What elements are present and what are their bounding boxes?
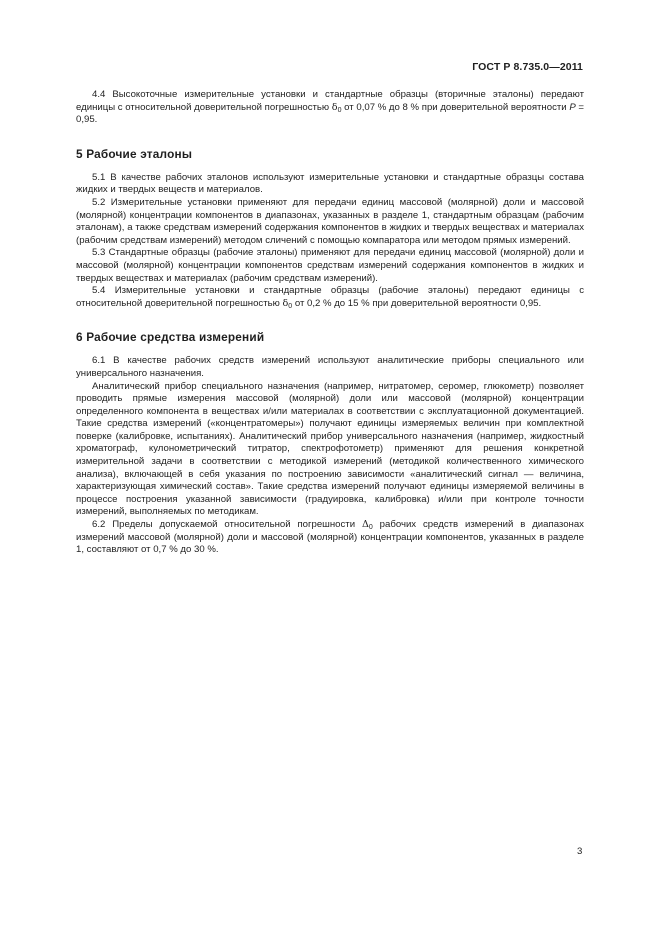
subscript: 0 [337,106,342,114]
section-6-heading: 6 Рабочие средства измерений [76,330,265,345]
paragraph-5-4 [76,285,584,310]
paragraph-6-2 [76,519,584,557]
paragraph-5-3: 5.3 Стандартные образцы (рабочие эталоны) применяют для передачи единиц массовой (молярной) доли и массовой (молярной) концентрации компонентов средствам измерений содержания компонентов в жидких и твердых веществах и материалах (рабочим средствам измерений). [76,247,584,284]
paragraph-4-4 [76,89,584,127]
delta-symbol: δ [282,297,289,309]
document-body [76,89,584,557]
text-run: рабочих средств измерений в диапазонах измерений массовой (молярной) доли и массовой (молярной) концентрации компонентов, указанных в разделе 1, составляют от 0,7 % до 30 %. [76,519,584,556]
text-run: 6.2 Пределы допускаемой относительной погрешности [92,519,362,531]
document-header: ГОСТ Р 8.735.0—2011 [472,61,583,73]
text-run: = 0,95. [76,101,585,126]
subscript: 0 [288,302,293,310]
page-number: 3 [577,846,583,857]
text-run: 5.4 Измерительные установки и стандартные образцы (рабочие эталоны) передают единицы с относительной доверительной погрешностью [76,285,584,309]
capital-delta-symbol: Δ [361,519,369,531]
paragraph-5-1: 5.1 В качестве рабочих эталонов используют измерительные установки и стандартные образцы состава жидких и твердых веществ и материалов. [76,171,584,196]
text-run: 4.4 Высокоточные измерительные установки и стандартные образцы (вторичные эталоны) передают единицы с относительной доверительной погрешностью [76,89,584,113]
paragraph-6-1-continued: Аналитический прибор специального назначения (например, нитратомер, серомер, глюкометр) позволяет проводить прямые измерения массовой (молярной) доли или массовой (молярной) концентрации определенного компонента в веществах и/или материалах в соответствии с эксплуатационной документацией. Такие средства измерений («концентратомеры») получают единицы измеряемых величин при комплектной поверке (калибровке, испытаниях). Аналитический прибор универсального назначения (например, жидкостный хроматограф, кулонометрический титратор, спектрофотометр) применяют для решения конкретной измерительной задачи в соответствии с методикой измерений (методикой количественного химического анализа), включающей в себя указания по построению зависимости «аналитический сигнал — величина, характеризующая химический состав». Такие средства измерений получают единицы измеряемой величины в процессе построения указанной зависимости (градуировка, калибровка) и/или при контроле точности измерений, выполняемых по методикам. [76,380,584,518]
section-5-heading: 5 Рабочие эталоны [76,146,193,161]
delta-symbol: δ [331,101,338,113]
text-run: от 0,2 % до 15 % при доверительной вероятности 0,95. [292,297,542,309]
variable-p: P [569,101,576,113]
text-run: от 0,07 % до 8 % при доверительной вероятности [341,101,570,113]
subscript: 0 [368,524,373,532]
paragraph-5-2: 5.2 Измерительные установки применяют для передачи единиц массовой (молярной) доли и массовой (молярной) концентрации компонентов в диапазонах, указанных в разделе 1, стандартным образцам (рабочим эталонам), а также средствам измерений содержания компонентов в жидких и твердых веществах и материалах (рабочим средствам измерений) методом сличений с помощью компаратора или методом прямых измерений. [76,196,584,246]
paragraph-6-1: 6.1 В качестве рабочих средств измерений используют аналитические приборы специального или универсального назначения. [76,355,584,379]
